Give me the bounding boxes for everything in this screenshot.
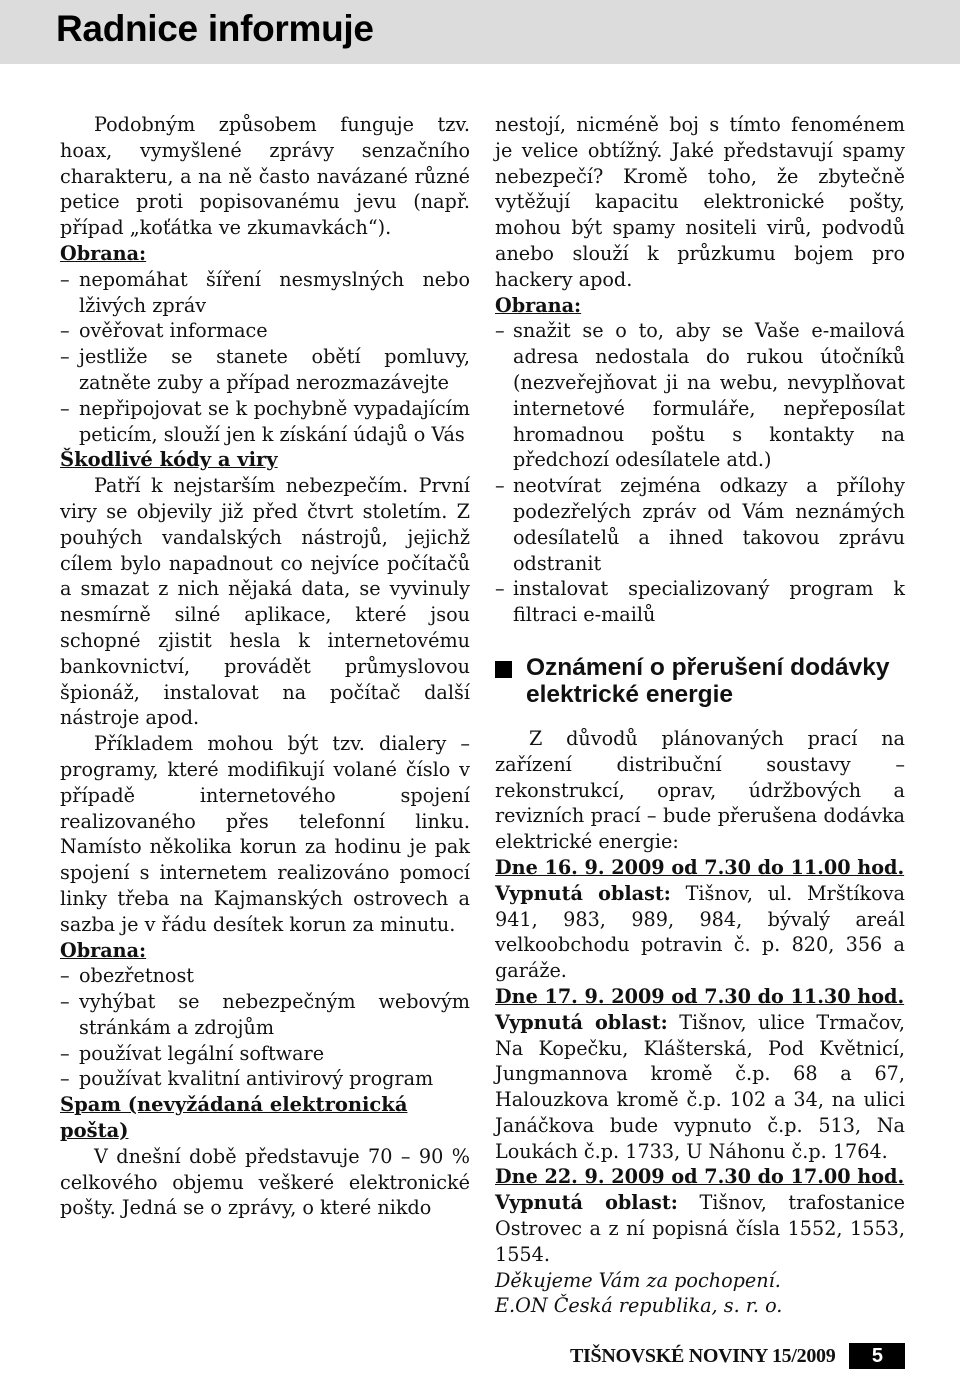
- list-item: – obezřetnost: [60, 964, 195, 988]
- notice-heading: [495, 654, 905, 708]
- list-item: – nepomáhat šíření nesmyslných nebo lživých zpráv: [60, 267, 470, 317]
- obrana-list-3: [495, 318, 905, 628]
- list-item: – instalovat specializovaný program k filtraci e-mailů: [495, 577, 905, 627]
- notice-intro: Z důvodů plánovaných prací na zařízení distribuční soustavy – rekonstrukcí, oprav, údržbových a revizních prací – bude přerušena dodávka elektrické energie:: [495, 726, 905, 854]
- newspaper-name: TIŠNOVSKÉ NOVINY 15/2009: [570, 1344, 836, 1367]
- outage-date-1: Dne 16. 9. 2009 od 7.30 do 11.00 hod.: [495, 855, 905, 879]
- list-item: – ověřovat informace: [60, 319, 268, 343]
- list-item: – nepřipojovat se k pochybně vypadajícím peticím, slouží jen k získání údajů o Vás: [60, 396, 470, 446]
- list-item: – používat kvalitní antivirový program: [60, 1067, 434, 1091]
- list-item: – jestliže se stanete obětí pomluvy, zatněte zuby a případ nerozmazávejte: [60, 345, 470, 394]
- hoax-paragraph: Podobným způsobem funguje tzv. hoax, vymyšlené zprávy senzačního charakteru, a na ně často navázané různé petice proti popisovanému jevu (např. případ „koťátka ve zkumavkách“).: [60, 113, 470, 240]
- outage-area-3: Vypnutá oblast: Tišnov, trafostanice Ostrovec a z ní popisná čísla 1552, 1553, 1554.: [495, 1191, 905, 1266]
- spam-paragraph: V dnešní době představuje 70 – 90 % celkového objemu veškeré elektronické pošty. Jedná se o zprávy, o které nikdo: [60, 1144, 470, 1220]
- page-title: Radnice informuje: [56, 8, 374, 49]
- spam-continuation: nestojí, nicméně boj s tímto fenoménem je velice obtížný. Jaké představují spamy nebezpečí? Kromě toho, že zbytečně vytěžují kapacitu elektronické pošty, mohou být spamy nositeli virů, podvodů anebo slouží k průzkumu bojem pro hackery apod.: [495, 113, 905, 291]
- outage-area-2: Vypnutá oblast: Tišnov, ulice Trmačov, Na Kopečku, Klášterská, Pod Květnicí, Jungmannova kromě č.p. 68 a 67, Halouzkova kromě č.p. 102 a 34, na ulici Janáčkova bude vypnuto č.p. 513, Na Loukách č.p. 1733, U Náhonu č.p. 1764.: [495, 1010, 905, 1163]
- obrana-label-3: Obrana:: [495, 293, 582, 317]
- obrana-label-2: Obrana:: [60, 938, 147, 962]
- outage-date-3: Dne 22. 9. 2009 od 7.30 do 17.00 hod.: [495, 1165, 905, 1189]
- page-header: [0, 0, 960, 64]
- list-item: – neotvírat zejména odkazy a přílohy podezřelých zpráv od Vám neznámých odesílatelů a ihned takovou zprávu odstranit: [495, 474, 905, 575]
- left-column: [60, 112, 470, 1221]
- outage-area-1: Vypnutá oblast: Tišnov, ul. Mrštíkova 941, 983, 989, 984, bývalý areál velkoobchodu potravin č. p. 820, 356 a garáže.: [495, 881, 905, 983]
- outage-date-2: Dne 17. 9. 2009 od 7.30 do 11.30 hod.: [495, 984, 905, 1008]
- square-bullet-icon: [495, 661, 512, 678]
- right-column: [495, 112, 905, 1319]
- skodlive-heading: Škodlivé kódy a viry: [60, 448, 278, 472]
- page-number: 5: [849, 1343, 905, 1369]
- list-item: – snažit se o to, aby se Vaše e-mailová adresa nedostala do rukou útočníků (nezveřejňovat ji na webu, nevyplňovat internetové formuláře, nepřeposílat hromadnou poštu s kontakty na předchozí odesílatele atd.): [495, 319, 905, 472]
- obrana-list-1: [60, 267, 470, 448]
- obrana-list-2: [60, 963, 470, 1092]
- obrana-label-1: Obrana:: [60, 241, 147, 265]
- list-item: – používat legální software: [60, 1041, 325, 1065]
- list-item: – vyhýbat se nebezpečným webovým stránkám a zdrojům: [60, 990, 470, 1039]
- spam-heading: Spam (nevyžádaná elektronická pošta): [60, 1093, 408, 1143]
- thanks-note: Děkujeme Vám za pochopení.: [495, 1268, 781, 1292]
- skodlive-paragraph-1: Patří k nejstarším nebezpečím. První viry se objevily již před čtvrt stoletím. Z pouhých vandalských nástrojů, jejichž cílem bylo napadnout co nejvíce počítačů a smazat z nich nějaká data, se vyvinuly nesmírně silné aplikace, které jsou schopné zjistit hesla k internetovému bankovnictví, provádět průmyslovou špionáž, instalovat na počítač další nástroje apod.: [60, 474, 470, 730]
- page-footer: [570, 1343, 905, 1369]
- company-signature: E.ON Česká republika, s. r. o.: [495, 1294, 783, 1318]
- skodlive-paragraph-2: Příkladem mohou být tzv. dialery – programy, které modifikují volané číslo v případě internetového spojení realizovaného přes telefonní linku. Namísto několika korun za hodinu je pak spojení s internetem realizováno pomocí linky třeba na Kajmanských ostrovech a sazba je v řádu desítek korun za minutu.: [60, 732, 470, 936]
- notice-title: Oznámení o přerušení dodávky elektrické energie: [526, 653, 890, 708]
